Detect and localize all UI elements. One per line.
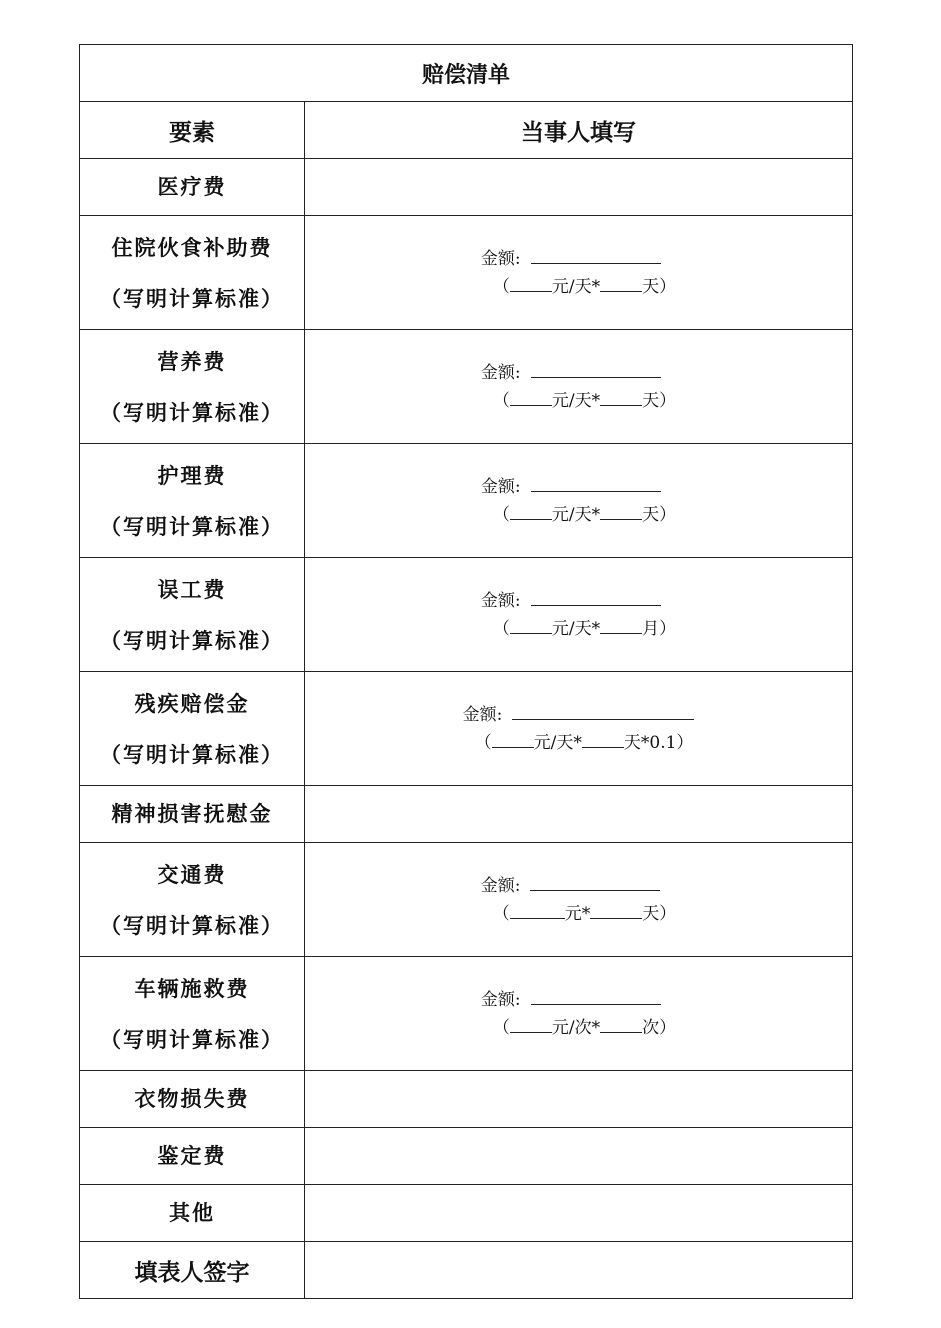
unit-text: 天: [642, 504, 660, 525]
unit-text: 元*: [564, 903, 591, 924]
form-title: 赔偿清单: [80, 45, 853, 102]
unit-text: 月: [642, 618, 660, 639]
amount-label: 金额:: [462, 704, 503, 725]
blank-field[interactable]: [582, 729, 624, 748]
amount-field[interactable]: [531, 245, 661, 264]
row-label: 误工费: [157, 576, 227, 602]
row-label: 残疾赔偿金: [134, 690, 250, 716]
paren-open: （: [492, 390, 510, 411]
row-label: 住院伙食补助费: [111, 234, 273, 260]
unit-text: 天: [642, 903, 660, 924]
unit-text: 元/天*: [551, 390, 601, 411]
row-label-cell: [80, 1185, 305, 1242]
row-label-cell: [80, 1071, 305, 1128]
paren-close: ）: [659, 1017, 677, 1038]
paren-close: ）: [659, 504, 677, 525]
table-row: [80, 843, 853, 957]
blank-field[interactable]: [600, 615, 642, 634]
amount-field[interactable]: [531, 986, 661, 1005]
unit-text: 元/天*: [533, 732, 582, 753]
blank-field[interactable]: [600, 273, 642, 292]
amount-label: 金额:: [480, 989, 521, 1010]
paren-close: ）: [659, 390, 677, 411]
row-note: （写明计算标准）: [100, 1026, 284, 1052]
paren-open: （: [492, 504, 510, 525]
row-label: 护理费: [157, 462, 227, 488]
fill-cell-other[interactable]: [305, 1185, 853, 1242]
row-label: 鉴定费: [157, 1143, 227, 1168]
row-label: 其他: [169, 1200, 215, 1225]
row-label: 营养费: [157, 348, 227, 374]
paren-open: （: [474, 732, 492, 753]
table-row: [80, 159, 853, 216]
row-label-cell: [80, 672, 305, 786]
table-row: [80, 1071, 853, 1128]
fill-cell-nutrition: [305, 330, 853, 444]
paren-close: ）: [659, 276, 677, 297]
table-row: [80, 444, 853, 558]
paren-open: （: [492, 903, 510, 924]
blank-field[interactable]: [600, 387, 642, 406]
row-label-cell: [80, 159, 305, 216]
amount-label: 金额:: [480, 248, 521, 269]
fill-cell-appraisal[interactable]: [305, 1128, 853, 1185]
blank-field[interactable]: [510, 900, 565, 919]
fill-cell-disability: [305, 672, 853, 786]
blank-field[interactable]: [590, 900, 642, 919]
row-label: 衣物损失费: [134, 1086, 250, 1111]
paren-close: ）: [676, 732, 694, 753]
row-label-cell: [80, 1128, 305, 1185]
amount-field[interactable]: [531, 359, 661, 378]
fill-cell-meal-allowance: [305, 216, 853, 330]
header-party-fill: 当事人填写: [305, 102, 853, 159]
fill-cell-mental-damage[interactable]: [305, 786, 853, 843]
row-note: （写明计算标准）: [100, 513, 284, 539]
amount-label: 金额:: [480, 875, 521, 896]
blank-field[interactable]: [510, 387, 552, 406]
blank-field[interactable]: [600, 1014, 642, 1033]
blank-field[interactable]: [510, 1014, 552, 1033]
fill-cell-transport: [305, 843, 853, 957]
row-note: （写明计算标准）: [100, 912, 284, 938]
amount-field[interactable]: [531, 587, 661, 606]
row-label-cell: [80, 558, 305, 672]
table-row: [80, 1185, 853, 1242]
row-label-cell: [80, 330, 305, 444]
row-label: 交通费: [157, 861, 227, 887]
paren-open: （: [492, 276, 510, 297]
fill-cell-vehicle-rescue: [305, 957, 853, 1071]
signature-row: [80, 1242, 853, 1299]
blank-field[interactable]: [510, 615, 552, 634]
unit-text: 天: [642, 390, 660, 411]
unit-text: 天*0.1: [623, 732, 677, 753]
unit-text: 元/天*: [551, 276, 601, 297]
fill-cell-nursing: [305, 444, 853, 558]
paren-close: ）: [659, 618, 677, 639]
blank-field[interactable]: [492, 729, 534, 748]
blank-field[interactable]: [510, 273, 552, 292]
row-note: （写明计算标准）: [100, 741, 284, 767]
table-row: [80, 672, 853, 786]
fill-cell-clothing[interactable]: [305, 1071, 853, 1128]
paren-open: （: [492, 1017, 510, 1038]
unit-text: 元/次*: [551, 1017, 601, 1038]
signature-label-cell: [80, 1242, 305, 1299]
signature-field[interactable]: [305, 1242, 853, 1299]
fill-cell-lost-wages: [305, 558, 853, 672]
amount-label: 金额:: [480, 590, 521, 611]
row-label: 精神损害抚慰金: [111, 801, 273, 826]
blank-field[interactable]: [600, 501, 642, 520]
row-label-cell: [80, 957, 305, 1071]
blank-field[interactable]: [510, 501, 552, 520]
table-row: [80, 1128, 853, 1185]
row-note: （写明计算标准）: [100, 285, 284, 311]
unit-text: 次: [642, 1017, 660, 1038]
table-row: [80, 330, 853, 444]
compensation-form-table: [79, 44, 853, 1299]
row-note: （写明计算标准）: [100, 627, 284, 653]
unit-text: 元/天*: [551, 618, 601, 639]
row-note: （写明计算标准）: [100, 399, 284, 425]
table-row: [80, 786, 853, 843]
row-label-cell: [80, 444, 305, 558]
header-element: 要素: [80, 102, 305, 159]
amount-label: 金额:: [480, 362, 521, 383]
amount-label: 金额:: [480, 476, 521, 497]
table-row: [80, 957, 853, 1071]
row-label-cell: [80, 786, 305, 843]
row-label: 医疗费: [157, 174, 227, 199]
paren-open: （: [492, 618, 510, 639]
unit-text: 元/天*: [551, 504, 601, 525]
amount-field[interactable]: [512, 701, 694, 720]
row-label-cell: [80, 216, 305, 330]
amount-field[interactable]: [530, 872, 660, 891]
row-label-cell: [80, 843, 305, 957]
unit-text: 天: [642, 276, 660, 297]
row-label: 车辆施救费: [134, 975, 250, 1001]
fill-cell-medical[interactable]: [305, 159, 853, 216]
amount-field[interactable]: [531, 473, 661, 492]
table-row: [80, 558, 853, 672]
paren-close: ）: [659, 903, 677, 924]
signature-label: 填表人签字: [134, 1259, 250, 1286]
table-row: [80, 216, 853, 330]
